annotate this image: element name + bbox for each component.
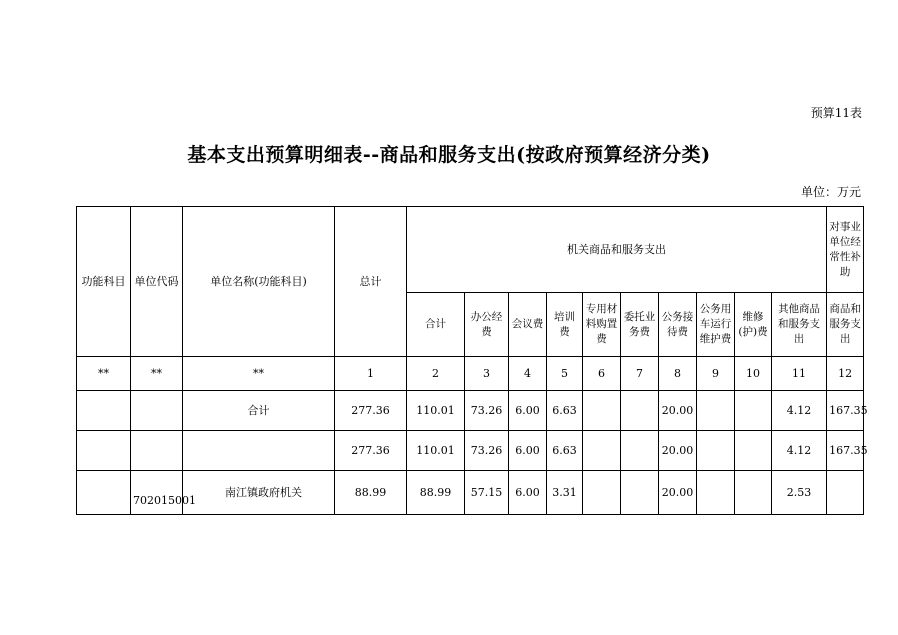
- cell-value: [621, 431, 659, 471]
- cell-unit-name: 合计: [183, 391, 335, 431]
- form-number: 预算11表: [810, 106, 862, 120]
- cell-value: 6.00: [509, 391, 547, 431]
- index-cell: 5: [547, 357, 583, 391]
- cell-value: 6.63: [547, 431, 583, 471]
- page-title: 基本支出预算明细表--商品和服务支出(按政府预算经济分类): [187, 144, 711, 166]
- cell-unit-code: [131, 431, 183, 471]
- budget-table: [76, 206, 868, 515]
- cell-func-subject: [77, 391, 131, 431]
- header-org-expenditure-group: 机关商品和服务支出: [407, 207, 827, 293]
- cell-value: 3.31: [547, 471, 583, 515]
- cell-value: 57.15: [465, 471, 509, 515]
- cell-value: [735, 391, 772, 431]
- cell-value: 167.35: [827, 391, 864, 431]
- cell-value: 6.63: [547, 391, 583, 431]
- index-cell: 4: [509, 357, 547, 391]
- cell-value: 167.35: [827, 431, 864, 471]
- cell-value: 6.00: [509, 431, 547, 471]
- cell-value: 110.01: [407, 391, 465, 431]
- header-col: 合计: [407, 293, 465, 357]
- table-row: [77, 391, 864, 431]
- cell-func-subject: [77, 471, 131, 515]
- cell-unit-name: 南江镇政府机关: [183, 471, 335, 515]
- header-unit-name: 单位名称(功能科目): [183, 207, 335, 357]
- header-col: 维修(护)费: [735, 293, 772, 357]
- cell-value: 73.26: [465, 391, 509, 431]
- cell-value: [583, 391, 621, 431]
- cell-value: [735, 471, 772, 515]
- header-subsidy-group: 对事业单位经常性补助: [827, 207, 864, 293]
- header-col: 办公经费: [465, 293, 509, 357]
- header-col: 专用材料购置费: [583, 293, 621, 357]
- index-cell: 10: [735, 357, 772, 391]
- index-cell: 8: [659, 357, 697, 391]
- cell-value: 88.99: [407, 471, 465, 515]
- cell-unit-code: 702015001: [131, 471, 183, 515]
- table-row: [77, 431, 864, 471]
- cell-total: 277.36: [335, 431, 407, 471]
- index-cell: 1: [335, 357, 407, 391]
- cell-value: 6.00: [509, 471, 547, 515]
- cell-unit-name: [183, 431, 335, 471]
- cell-value: [583, 431, 621, 471]
- cell-value: [827, 471, 864, 515]
- cell-total: 277.36: [335, 391, 407, 431]
- cell-value: 20.00: [659, 431, 697, 471]
- header-col: 商品和服务支出: [827, 293, 864, 357]
- cell-value: 73.26: [465, 431, 509, 471]
- index-cell: **: [77, 357, 131, 391]
- header-col: 委托业务费: [621, 293, 659, 357]
- table-row: [77, 471, 864, 515]
- index-cell: 11: [772, 357, 827, 391]
- index-cell: 6: [583, 357, 621, 391]
- cell-value: 20.00: [659, 391, 697, 431]
- index-row: [77, 357, 864, 391]
- header-col: 公务接待费: [659, 293, 697, 357]
- cell-unit-code: [131, 391, 183, 431]
- cell-value: [583, 471, 621, 515]
- header-col: 其他商品和服务支出: [772, 293, 827, 357]
- cell-value: [697, 431, 735, 471]
- cell-value: [697, 391, 735, 431]
- header-row-group: [77, 207, 864, 293]
- header-total: 总计: [335, 207, 407, 357]
- index-cell: **: [131, 357, 183, 391]
- header-unit-code: 单位代码: [131, 207, 183, 357]
- cell-value: 2.53: [772, 471, 827, 515]
- header-col: 培训费: [547, 293, 583, 357]
- index-cell: 2: [407, 357, 465, 391]
- cell-value: 110.01: [407, 431, 465, 471]
- cell-value: [621, 471, 659, 515]
- header-col: 公务用车运行维护费: [697, 293, 735, 357]
- cell-value: 4.12: [772, 431, 827, 471]
- index-cell: **: [183, 357, 335, 391]
- header-func-subject: 功能科目: [77, 207, 131, 357]
- cell-value: [697, 471, 735, 515]
- cell-value: 4.12: [772, 391, 827, 431]
- index-cell: 12: [827, 357, 864, 391]
- cell-value: [735, 431, 772, 471]
- cell-total: 88.99: [335, 471, 407, 515]
- cell-value: [621, 391, 659, 431]
- index-cell: 7: [621, 357, 659, 391]
- index-cell: 3: [465, 357, 509, 391]
- index-cell: 9: [697, 357, 735, 391]
- header-col: 会议费: [509, 293, 547, 357]
- unit-label: 单位：万元: [800, 185, 861, 199]
- cell-value: 20.00: [659, 471, 697, 515]
- cell-func-subject: [77, 431, 131, 471]
